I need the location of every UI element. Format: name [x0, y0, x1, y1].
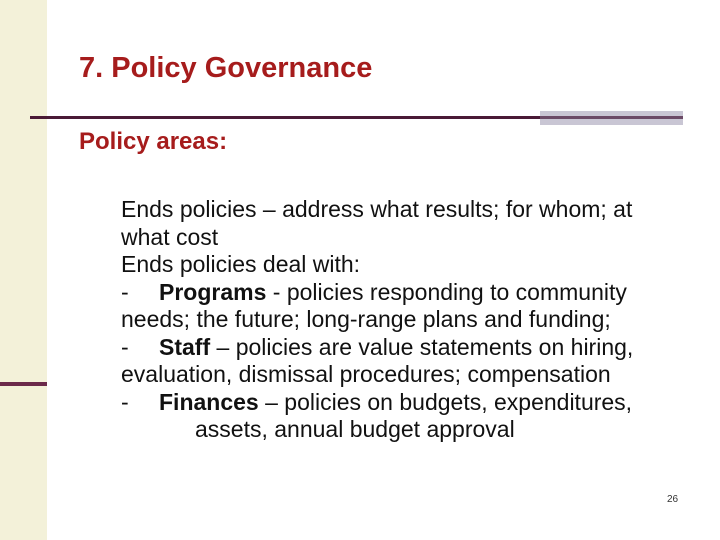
programs-text-b: needs; the future; long-range plans and funding; [121, 306, 611, 332]
staff-label: Staff [159, 333, 211, 360]
bullet-dash: - [121, 333, 129, 360]
bullet-dash: - [121, 278, 129, 305]
left-decorative-band [0, 0, 47, 540]
page-number: 26 [667, 494, 679, 505]
slide-body [121, 196, 681, 444]
programs-label: Programs [159, 278, 267, 305]
bullet-staff [121, 334, 681, 389]
ends-intro-text: policies – address what results; for whom; at what cost [121, 196, 633, 250]
left-accent-bar [0, 382, 47, 386]
ends-label: Ends [121, 196, 174, 222]
bullet-finances [121, 389, 681, 444]
ends-intro-paragraph [121, 196, 681, 251]
finances-text-b: assets, annual budget approval [195, 416, 515, 442]
slide-subtitle: Policy areas: [79, 128, 228, 155]
ends-deal-paragraph: Ends policies deal with: [121, 251, 361, 277]
title-rule-accent-line [540, 116, 683, 119]
slide-title: 7. Policy Governance [79, 52, 373, 84]
bullet-dash: - [121, 388, 129, 415]
finances-text-a: – policies on budgets, expenditures, [258, 388, 633, 415]
bullet-programs [121, 279, 681, 334]
staff-text-b: evaluation, dismissal procedures; compensation [121, 361, 611, 387]
title-rule [30, 116, 540, 119]
programs-text-a: - policies responding to community [266, 278, 627, 305]
finances-label: Finances [159, 388, 259, 415]
staff-text-a: – policies are value statements on hiring, [210, 333, 634, 360]
